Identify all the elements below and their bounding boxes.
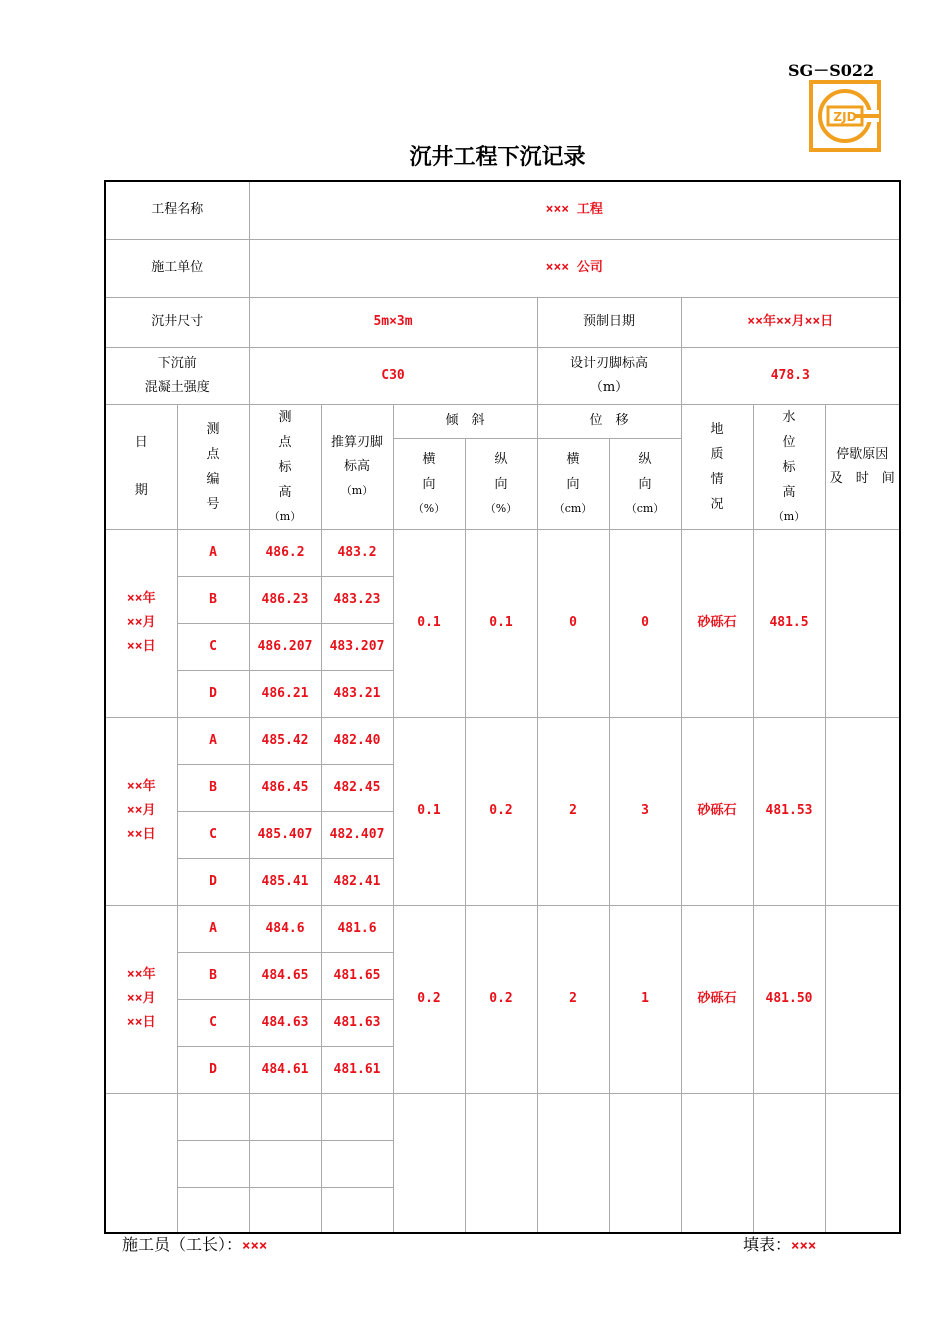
point-elev: 485.42: [249, 717, 321, 764]
shift-h-value: 2: [537, 717, 609, 905]
point-elev: 484.65: [249, 952, 321, 999]
col-tilt-v: 纵向 （%）: [465, 438, 537, 529]
project-value: ××× 工程: [249, 181, 900, 239]
blank-cell: [177, 1140, 249, 1187]
calc-elev: 482.407: [321, 811, 393, 858]
tilt-v-value: 0.2: [465, 717, 537, 905]
point-no: C: [177, 811, 249, 858]
blank-rows: [105, 1093, 900, 1233]
pause-value: [825, 905, 900, 1093]
blank-cell: [321, 1187, 393, 1233]
blank-cell: [177, 1187, 249, 1233]
shift-v-value: 0: [609, 529, 681, 717]
point-elev: 486.23: [249, 576, 321, 623]
shift-h-value: 2: [537, 905, 609, 1093]
svg-text:ZJD: ZJD: [833, 110, 857, 124]
col-geology: 地质情况: [681, 404, 753, 529]
tilt-v-value: 0.2: [465, 905, 537, 1093]
geology-value: 砂砾石: [681, 529, 753, 717]
table-row: [105, 905, 900, 952]
shift-h-value: 0: [537, 529, 609, 717]
calc-elev: 481.63: [321, 999, 393, 1046]
col-point-no: 测点编号: [177, 404, 249, 529]
water-value: 481.50: [753, 905, 825, 1093]
blank-cell: [465, 1093, 537, 1233]
point-elev: 485.407: [249, 811, 321, 858]
group-date: ××年 ××月 ××日: [105, 717, 177, 905]
point-no: D: [177, 670, 249, 717]
point-elev: 484.61: [249, 1046, 321, 1093]
col-calc-elev: 推算刃脚标高 （m）: [321, 404, 393, 529]
calc-elev: 481.6: [321, 905, 393, 952]
shift-v-value: 3: [609, 717, 681, 905]
table-row: [105, 529, 900, 576]
calc-elev: 483.21: [321, 670, 393, 717]
calc-elev: 482.40: [321, 717, 393, 764]
col-tilt-h: 横向 （%）: [393, 438, 465, 529]
strength-label: 下沉前 混凝土强度: [105, 347, 249, 404]
size-value: 5m×3m: [249, 297, 537, 347]
blank-cell: [249, 1140, 321, 1187]
geology-value: 砂砾石: [681, 717, 753, 905]
point-no: A: [177, 529, 249, 576]
point-elev: 484.6: [249, 905, 321, 952]
blank-cell: [825, 1093, 900, 1233]
footer-worker: 施工员（工长）：×××: [122, 1235, 268, 1254]
point-elev: 486.2: [249, 529, 321, 576]
blank-cell: [321, 1093, 393, 1140]
point-no: B: [177, 952, 249, 999]
calc-elev: 483.23: [321, 576, 393, 623]
col-pause: 停歇原因 及 时 间: [825, 404, 900, 529]
group-date: ××年 ××月 ××日: [105, 529, 177, 717]
unit-value: ××× 公司: [249, 239, 900, 297]
blank-cell: [753, 1093, 825, 1233]
pause-value: [825, 717, 900, 905]
point-elev: 486.207: [249, 623, 321, 670]
col-shift: 位 移: [537, 404, 681, 438]
blank-cell: [609, 1093, 681, 1233]
water-value: 481.5: [753, 529, 825, 717]
calc-elev: 482.45: [321, 764, 393, 811]
col-date: 日 期: [105, 404, 177, 529]
point-no: D: [177, 1046, 249, 1093]
data-rows: [105, 529, 900, 1093]
table-row: [105, 717, 900, 764]
blank-cell: [537, 1093, 609, 1233]
blank-cell: [393, 1093, 465, 1233]
point-no: C: [177, 999, 249, 1046]
point-no: C: [177, 623, 249, 670]
tilt-h-value: 0.2: [393, 905, 465, 1093]
unit-label: 施工单位: [105, 239, 249, 297]
design-elev-label: 设计刃脚标高 （m）: [537, 347, 681, 404]
record-table: [104, 180, 901, 1234]
col-point-elev: 测点标高 （m）: [249, 404, 321, 529]
tilt-h-value: 0.1: [393, 529, 465, 717]
col-tilt: 倾 斜: [393, 404, 537, 438]
point-elev: 484.63: [249, 999, 321, 1046]
col-shift-h: 横向 （cm）: [537, 438, 609, 529]
pause-value: [825, 529, 900, 717]
point-elev: 486.45: [249, 764, 321, 811]
blank-cell: [249, 1187, 321, 1233]
point-no: B: [177, 576, 249, 623]
calc-elev: 483.207: [321, 623, 393, 670]
footer-filler: 填表：×××: [743, 1235, 817, 1254]
point-no: D: [177, 858, 249, 905]
shift-v-value: 1: [609, 905, 681, 1093]
size-label: 沉井尺寸: [105, 297, 249, 347]
design-elev-value: 478.3: [681, 347, 900, 404]
blank-date: [105, 1093, 177, 1233]
point-elev: 485.41: [249, 858, 321, 905]
col-shift-v: 纵向 （cm）: [609, 438, 681, 529]
col-water: 水位标高 （m）: [753, 404, 825, 529]
prefab-value: ××年××月××日: [681, 297, 900, 347]
calc-elev: 481.61: [321, 1046, 393, 1093]
point-no: B: [177, 764, 249, 811]
blank-cell: [681, 1093, 753, 1233]
prefab-label: 预制日期: [537, 297, 681, 347]
point-no: A: [177, 905, 249, 952]
tilt-v-value: 0.1: [465, 529, 537, 717]
blank-cell: [249, 1093, 321, 1140]
calc-elev: 483.2: [321, 529, 393, 576]
project-label: 工程名称: [105, 181, 249, 239]
water-value: 481.53: [753, 717, 825, 905]
tilt-h-value: 0.1: [393, 717, 465, 905]
calc-elev: 481.65: [321, 952, 393, 999]
point-no: A: [177, 717, 249, 764]
blank-cell: [177, 1093, 249, 1140]
blank-cell: [321, 1140, 393, 1187]
strength-value: C30: [249, 347, 537, 404]
geology-value: 砂砾石: [681, 905, 753, 1093]
group-date: ××年 ××月 ××日: [105, 905, 177, 1093]
calc-elev: 482.41: [321, 858, 393, 905]
page-title: 沉井工程下沉记录: [409, 145, 586, 170]
document-code: SG－S022: [788, 61, 875, 80]
point-elev: 486.21: [249, 670, 321, 717]
